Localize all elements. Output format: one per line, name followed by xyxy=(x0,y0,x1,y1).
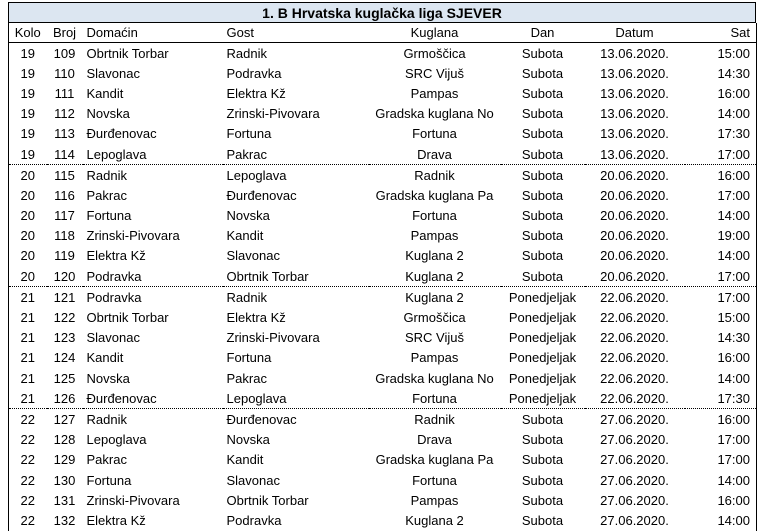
cell-kuglana: Fortuna xyxy=(412,126,457,142)
cell-gost: Kandit xyxy=(226,452,264,468)
cell-kolo: 20 xyxy=(20,248,35,264)
cell-domacin: Elektra Kž xyxy=(86,512,146,528)
cell-kuglana: Drava xyxy=(417,432,452,448)
schedule-sheet xyxy=(8,2,756,531)
table-row xyxy=(9,185,757,205)
cell-kuglana: SRC Vijuš xyxy=(404,65,464,81)
cell-domacin: Obrtnik Torbar xyxy=(86,45,169,61)
cell-datum: 27.06.2020. xyxy=(600,452,669,468)
cell-domacin: Slavonac xyxy=(86,65,140,81)
cell-dan: Ponedjeljak xyxy=(508,370,577,386)
schedule-table xyxy=(8,23,757,531)
table-row xyxy=(9,43,757,64)
cell-sat: 17:00 xyxy=(717,187,750,203)
cell-domacin: Lepoglava xyxy=(86,432,147,448)
cell-dan: Ponedjeljak xyxy=(501,388,585,409)
cell-dan: Subota xyxy=(521,187,564,203)
cell-datum: 27.06.2020. xyxy=(600,512,669,528)
table-row xyxy=(9,510,757,530)
cell-broj: 120 xyxy=(47,266,83,287)
cell-dan: Ponedjeljak xyxy=(508,350,577,366)
table-row xyxy=(9,348,757,368)
table-row xyxy=(9,328,757,348)
cell-gost: Elektra Kž xyxy=(226,85,286,101)
header-sat: Sat xyxy=(685,23,757,43)
cell-broj: 128 xyxy=(53,432,76,448)
table-row xyxy=(9,430,757,450)
table-row xyxy=(9,388,757,409)
cell-datum: 13.06.2020. xyxy=(600,45,669,61)
table-row xyxy=(9,490,757,510)
table-row xyxy=(9,287,757,308)
cell-kuglana: Radnik xyxy=(414,411,455,427)
cell-broj: 131 xyxy=(53,492,76,508)
cell-kuglana: Kuglana 2 xyxy=(405,248,464,264)
cell-broj: 114 xyxy=(47,144,83,165)
cell-gost: Elektra Kž xyxy=(226,310,286,326)
cell-broj: 129 xyxy=(53,452,76,468)
cell-kuglana: Grmoščica xyxy=(403,310,466,326)
cell-broj: 118 xyxy=(54,228,75,244)
cell-kuglana: Pampas xyxy=(410,492,459,508)
cell-datum: 20.06.2020. xyxy=(600,248,669,264)
cell-kuglana: Kuglana 2 xyxy=(369,266,501,287)
cell-gost: Podravka xyxy=(226,65,282,81)
cell-kolo: 20 xyxy=(20,167,35,183)
cell-gost: Đurđenovac xyxy=(226,411,297,427)
cell-broj: 111 xyxy=(54,85,75,101)
cell-datum: 20.06.2020. xyxy=(585,266,685,287)
cell-domacin: Pakrac xyxy=(86,452,127,468)
cell-kolo: 22 xyxy=(20,452,35,468)
cell-domacin: Đurđenovac xyxy=(86,126,157,142)
cell-dan: Subota xyxy=(521,126,564,142)
cell-broj: 115 xyxy=(54,167,75,183)
cell-gost: Fortuna xyxy=(226,350,272,366)
cell-broj: 130 xyxy=(53,472,76,488)
cell-kuglana: Pampas xyxy=(410,350,459,366)
cell-domacin: Zrinski-Pivovara xyxy=(86,228,180,244)
cell-domacin: Lepoglava xyxy=(83,144,223,165)
cell-kolo: 22 xyxy=(20,472,35,488)
cell-domacin: Đurđenovac xyxy=(83,388,223,409)
cell-gost: Radnik xyxy=(226,289,267,305)
cell-kuglana: Radnik xyxy=(414,167,455,183)
table-row xyxy=(9,368,757,388)
cell-gost: Lepoglava xyxy=(223,388,369,409)
cell-kuglana: Fortuna xyxy=(369,388,501,409)
cell-kolo: 19 xyxy=(9,144,47,165)
cell-broj: 121 xyxy=(53,289,76,305)
cell-kuglana: Fortuna xyxy=(412,208,457,224)
cell-dan: Subota xyxy=(521,472,564,488)
cell-sat: 16:00 xyxy=(717,85,750,101)
cell-domacin: Kandit xyxy=(86,85,124,101)
table-row xyxy=(9,470,757,490)
cell-dan: Ponedjeljak xyxy=(508,289,577,305)
cell-sat: 14:00 xyxy=(717,512,750,528)
cell-domacin: Pakrac xyxy=(86,187,127,203)
table-row xyxy=(9,83,757,103)
cell-domacin: Podravka xyxy=(86,289,142,305)
cell-kolo: 20 xyxy=(20,187,35,203)
cell-datum: 22.06.2020. xyxy=(600,350,669,366)
cell-sat: 14:30 xyxy=(717,65,750,81)
table-row xyxy=(9,226,757,246)
table-row xyxy=(9,409,757,430)
cell-sat: 19:00 xyxy=(717,228,750,244)
cell-kolo: 19 xyxy=(20,106,35,122)
table-row xyxy=(9,307,757,327)
header-dan: Dan xyxy=(501,23,585,43)
cell-broj: 112 xyxy=(54,106,75,122)
cell-datum: 27.06.2020. xyxy=(600,432,669,448)
cell-datum: 13.06.2020. xyxy=(600,85,669,101)
cell-kolo: 21 xyxy=(20,330,35,346)
cell-gost: Slavonac xyxy=(226,248,280,264)
sheet-title: 1. B Hrvatska kuglačka liga SJEVER xyxy=(8,2,756,23)
cell-dan: Subota xyxy=(521,45,564,61)
cell-gost: Novska xyxy=(226,432,270,448)
cell-kolo: 19 xyxy=(20,45,35,61)
cell-domacin: Elektra Kž xyxy=(86,248,146,264)
cell-sat: 17:30 xyxy=(717,126,750,142)
cell-kuglana: Pampas xyxy=(410,228,459,244)
cell-sat: 15:00 xyxy=(717,45,750,61)
cell-sat: 17:30 xyxy=(685,388,757,409)
cell-domacin: Radnik xyxy=(86,167,127,183)
cell-kolo: 21 xyxy=(20,289,35,305)
cell-sat: 17:00 xyxy=(717,432,750,448)
cell-domacin: Kandit xyxy=(86,350,124,366)
cell-dan: Subota xyxy=(521,248,564,264)
header-kuglana: Kuglana xyxy=(369,23,501,43)
table-row xyxy=(9,266,757,287)
table-row xyxy=(9,104,757,124)
cell-datum: 27.06.2020. xyxy=(600,411,669,427)
cell-broj: 124 xyxy=(53,350,76,366)
cell-datum: 13.06.2020. xyxy=(600,65,669,81)
cell-kuglana: Drava xyxy=(369,144,501,165)
table-row xyxy=(9,206,757,226)
header-broj: Broj xyxy=(47,23,83,43)
cell-broj: 113 xyxy=(54,126,75,142)
table-row xyxy=(9,450,757,470)
cell-sat: 14:00 xyxy=(717,208,750,224)
cell-dan: Subota xyxy=(521,228,564,244)
cell-domacin: Zrinski-Pivovara xyxy=(86,492,180,508)
cell-kolo: 22 xyxy=(20,432,35,448)
cell-dan: Subota xyxy=(521,85,564,101)
cell-kolo: 22 xyxy=(20,492,35,508)
cell-datum: 22.06.2020. xyxy=(600,330,669,346)
cell-domacin: Fortuna xyxy=(86,472,132,488)
cell-dan: Subota xyxy=(521,492,564,508)
cell-sat: 17:00 xyxy=(717,452,750,468)
cell-sat: 14:00 xyxy=(717,248,750,264)
cell-datum: 27.06.2020. xyxy=(600,472,669,488)
cell-domacin: Novska xyxy=(86,106,130,122)
cell-kolo: 20 xyxy=(20,208,35,224)
cell-kolo: 22 xyxy=(20,411,35,427)
cell-domacin: Podravka xyxy=(83,266,223,287)
cell-dan: Subota xyxy=(521,65,564,81)
cell-gost: Pakrac xyxy=(223,144,369,165)
table-row xyxy=(9,124,757,144)
cell-broj: 109 xyxy=(53,45,76,61)
cell-sat: 14:00 xyxy=(717,370,750,386)
cell-kuglana: Gradska kuglana Pa xyxy=(375,187,494,203)
cell-broj: 110 xyxy=(54,65,75,81)
cell-kuglana: Kuglana 2 xyxy=(405,512,464,528)
cell-sat: 14:00 xyxy=(717,472,750,488)
cell-dan: Subota xyxy=(521,208,564,224)
cell-kolo: 21 xyxy=(20,370,35,386)
cell-kolo: 21 xyxy=(20,310,35,326)
cell-kuglana: Gradska kuglana No xyxy=(375,106,494,122)
cell-dan: Subota xyxy=(501,144,585,165)
cell-broj: 127 xyxy=(53,411,76,427)
cell-kuglana: SRC Vijuš xyxy=(404,330,464,346)
cell-datum: 13.06.2020. xyxy=(600,106,669,122)
cell-kolo: 19 xyxy=(20,65,35,81)
cell-gost: Đurđenovac xyxy=(226,187,297,203)
cell-dan: Ponedjeljak xyxy=(508,310,577,326)
cell-gost: Fortuna xyxy=(226,126,272,142)
cell-sat: 14:00 xyxy=(717,106,750,122)
cell-kuglana: Gradska kuglana Pa xyxy=(375,452,494,468)
cell-datum: 22.06.2020. xyxy=(585,388,685,409)
cell-domacin: Obrtnik Torbar xyxy=(86,310,169,326)
cell-broj: 122 xyxy=(53,310,76,326)
cell-sat: 16:00 xyxy=(717,411,750,427)
cell-gost: Obrtnik Torbar xyxy=(226,492,309,508)
header-datum: Datum xyxy=(585,23,685,43)
cell-broj: 119 xyxy=(54,248,75,264)
cell-sat: 16:00 xyxy=(717,492,750,508)
cell-gost: Radnik xyxy=(226,45,267,61)
cell-domacin: Fortuna xyxy=(86,208,132,224)
cell-domacin: Slavonac xyxy=(86,330,140,346)
cell-dan: Subota xyxy=(521,167,564,183)
cell-gost: Novska xyxy=(226,208,270,224)
cell-kuglana: Kuglana 2 xyxy=(405,289,464,305)
cell-datum: 20.06.2020. xyxy=(600,167,669,183)
table-row xyxy=(9,144,757,165)
cell-kuglana: Grmoščica xyxy=(403,45,466,61)
cell-kuglana: Gradska kuglana No xyxy=(375,370,494,386)
cell-kuglana: Pampas xyxy=(410,85,459,101)
cell-dan: Subota xyxy=(501,266,585,287)
cell-gost: Pakrac xyxy=(226,370,267,386)
cell-domacin: Radnik xyxy=(86,411,127,427)
cell-gost: Kandit xyxy=(226,228,264,244)
cell-sat: 17:00 xyxy=(717,289,750,305)
header-kolo: Kolo xyxy=(9,23,47,43)
cell-kolo: 21 xyxy=(20,350,35,366)
cell-sat: 16:00 xyxy=(717,167,750,183)
cell-sat: 14:30 xyxy=(717,330,750,346)
cell-datum: 22.06.2020. xyxy=(600,310,669,326)
cell-datum: 27.06.2020. xyxy=(600,492,669,508)
cell-gost: Zrinski-Pivovara xyxy=(226,106,320,122)
cell-sat: 16:00 xyxy=(717,350,750,366)
cell-datum: 13.06.2020. xyxy=(600,126,669,142)
cell-sat: 15:00 xyxy=(717,310,750,326)
cell-dan: Subota xyxy=(521,411,564,427)
cell-domacin: Novska xyxy=(86,370,130,386)
header-gost: Gost xyxy=(223,23,369,43)
cell-datum: 20.06.2020. xyxy=(600,208,669,224)
table-row xyxy=(9,246,757,266)
cell-broj: 117 xyxy=(54,208,75,224)
cell-kolo: 20 xyxy=(9,266,47,287)
header-domacin: Domaćin xyxy=(83,23,223,43)
cell-sat: 17:00 xyxy=(685,266,757,287)
cell-broj: 123 xyxy=(53,330,76,346)
cell-kuglana: Fortuna xyxy=(412,472,457,488)
cell-kolo: 19 xyxy=(20,85,35,101)
cell-broj: 116 xyxy=(54,187,75,203)
cell-sat: 17:00 xyxy=(685,144,757,165)
table-row xyxy=(9,63,757,83)
cell-dan: Ponedjeljak xyxy=(508,330,577,346)
cell-dan: Subota xyxy=(521,106,564,122)
cell-gost: Lepoglava xyxy=(226,167,287,183)
cell-broj: 125 xyxy=(53,370,76,386)
cell-gost: Slavonac xyxy=(226,472,280,488)
cell-dan: Subota xyxy=(521,452,564,468)
cell-kolo: 19 xyxy=(20,126,35,142)
header-row xyxy=(9,23,757,43)
cell-datum: 22.06.2020. xyxy=(600,370,669,386)
cell-broj: 132 xyxy=(53,512,76,528)
cell-kolo: 22 xyxy=(20,512,35,528)
cell-dan: Subota xyxy=(521,432,564,448)
cell-broj: 126 xyxy=(47,388,83,409)
cell-datum: 20.06.2020. xyxy=(600,187,669,203)
cell-datum: 13.06.2020. xyxy=(585,144,685,165)
cell-datum: 22.06.2020. xyxy=(600,289,669,305)
cell-dan: Subota xyxy=(521,512,564,528)
cell-kolo: 21 xyxy=(9,388,47,409)
cell-gost: Zrinski-Pivovara xyxy=(226,330,320,346)
cell-gost: Obrtnik Torbar xyxy=(223,266,369,287)
cell-kolo: 20 xyxy=(20,228,35,244)
cell-gost: Podravka xyxy=(226,512,282,528)
cell-datum: 20.06.2020. xyxy=(600,228,669,244)
table-row xyxy=(9,165,757,186)
